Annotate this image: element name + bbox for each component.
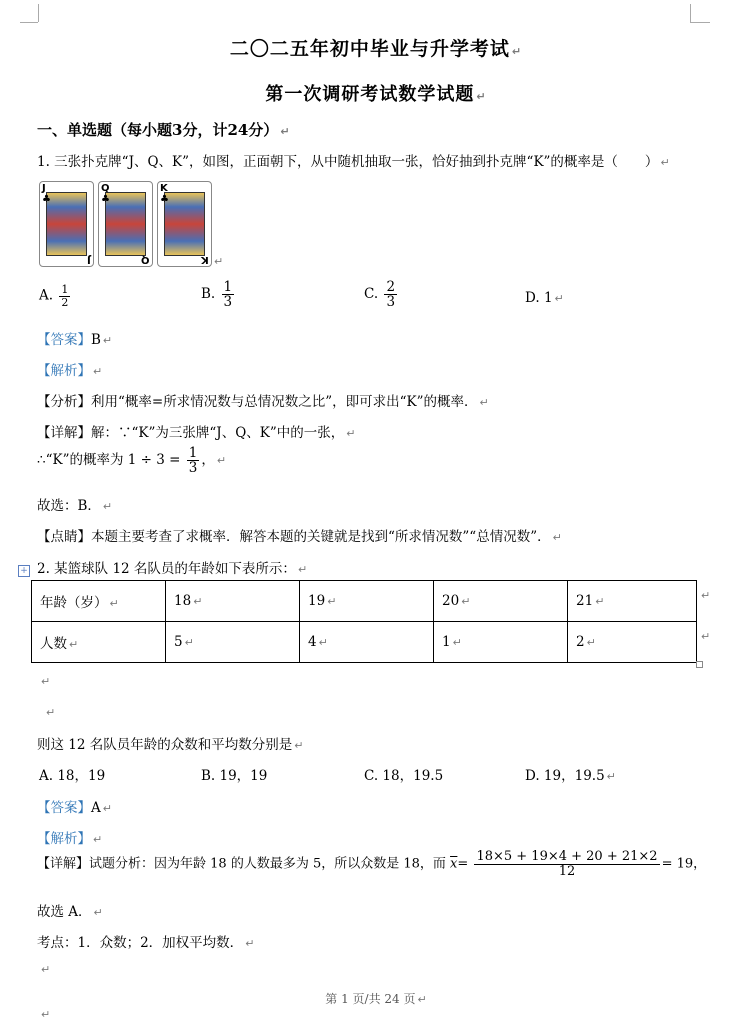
q2-answer: 【答案】A ↵ — [37, 800, 112, 816]
q2-stem: 2. 某篮球队 12 名队员的年龄如下表所示： ↵ — [37, 561, 308, 577]
q2-option-d: D. 19，19.5 ↵ — [525, 768, 616, 784]
q1-fenxi: 【分析】利用“概率=所求情况数与总情况数之比”，即可求出“K”的概率． ↵ — [37, 394, 489, 410]
crop-mark-left-h — [20, 22, 38, 23]
age-table — [31, 580, 697, 663]
doc-subtitle: 第一次调研考试数学试题 ↵ — [265, 84, 487, 105]
q1-stem: 1. 三张扑克牌“J、Q、K”，如图，正面朝下，从中随机抽取一张，恰好抽到扑克牌“K”的概率是（ ） ↵ — [37, 154, 670, 170]
q1-option-a: A. $\frac{1}{2}$ — [39, 283, 69, 309]
q1-choose: 故选：B． ↵ — [37, 498, 113, 514]
empty-para-mark: ↵ — [41, 1008, 51, 1021]
q1-analysis-tag: 【解析】 ↵ — [37, 363, 103, 379]
doc-title: 二〇二五年初中毕业与升学考试 ↵ — [229, 38, 523, 60]
table-cell: 年龄（岁） ↵ — [32, 581, 166, 622]
q2-option-a: A. 18，19 — [39, 768, 106, 784]
card-k: K ♣ K — [157, 181, 212, 267]
q2-option-b: B. 19，19 — [201, 768, 268, 784]
table-move-handle-icon[interactable]: + — [18, 565, 30, 577]
q1-answer: 【答案】B ↵ — [37, 332, 113, 348]
q2-choose: 故选 A． ↵ — [37, 904, 103, 920]
table-row — [32, 581, 697, 622]
table-cell: 4 ↵ — [300, 622, 434, 663]
empty-para-mark: ↵ — [41, 675, 51, 688]
table-cell: 2 ↵ — [568, 622, 697, 663]
row-end-mark: ↵ — [701, 589, 711, 602]
q1-option-b: B. $\frac{1}{3}$ — [201, 279, 233, 311]
table-cell: 1 ↵ — [434, 622, 568, 663]
page-footer: 第 1 页/共 24 页 ↵ — [325, 992, 427, 1006]
q2-option-c: C. 18，19.5 — [364, 768, 444, 784]
table-cell: 20 ↵ — [434, 581, 568, 622]
q1-option-c: C. $\frac{2}{3}$ — [364, 279, 396, 311]
q2-detail: 【详解】试题分析：因为年龄 18 的人数最多为 5，所以众数是 18，而 $\overline{x}=$ $\frac{18\times 5 + 19\times 4 + 20 + 21\times 2}{12}$ = 19， — [37, 849, 707, 879]
q1-option-d: D. 1 ↵ — [525, 290, 564, 306]
empty-para-mark: ↵ — [46, 706, 56, 719]
para-mark: ↵ — [214, 255, 224, 268]
crop-mark-right — [690, 4, 691, 22]
q1-therefore: ∴“K”的概率为 1 ÷ 3 = $\frac{1}{3}$ ， ↵ — [37, 445, 227, 477]
q2-analysis-tag: 【解析】 ↵ — [37, 831, 103, 847]
table-cell: 5 ↵ — [166, 622, 300, 663]
section-heading: 一、单选题（每小题3分，计24分） ↵ — [37, 121, 290, 139]
q1-comment: 【点睛】本题主要考查了求概率．解答本题的关键就是找到“所求情况数”“总情况数”． ↵ — [37, 529, 562, 545]
crop-mark-left — [38, 4, 39, 22]
crop-mark-right-h — [690, 22, 710, 23]
card-j: J ♣ J — [39, 181, 94, 267]
empty-para-mark: ↵ — [41, 963, 51, 976]
table-resize-handle[interactable] — [696, 661, 703, 668]
card-q: Q ♣ Q — [98, 181, 153, 267]
q1-detail: 【详解】解：∵“K”为三张牌“J、Q、K”中的一张， ↵ — [37, 425, 356, 441]
table-cell: 19 ↵ — [300, 581, 434, 622]
row-end-mark: ↵ — [701, 630, 711, 643]
table-cell: 人数 ↵ — [32, 622, 166, 663]
table-row — [32, 622, 697, 663]
q2-points: 考点：1．众数；2．加权平均数． ↵ — [37, 935, 255, 951]
table-cell: 21 ↵ — [568, 581, 697, 622]
q2-question: 则这 12 名队员年龄的众数和平均数分别是 ↵ — [37, 737, 304, 753]
table-cell: 18 ↵ — [166, 581, 300, 622]
